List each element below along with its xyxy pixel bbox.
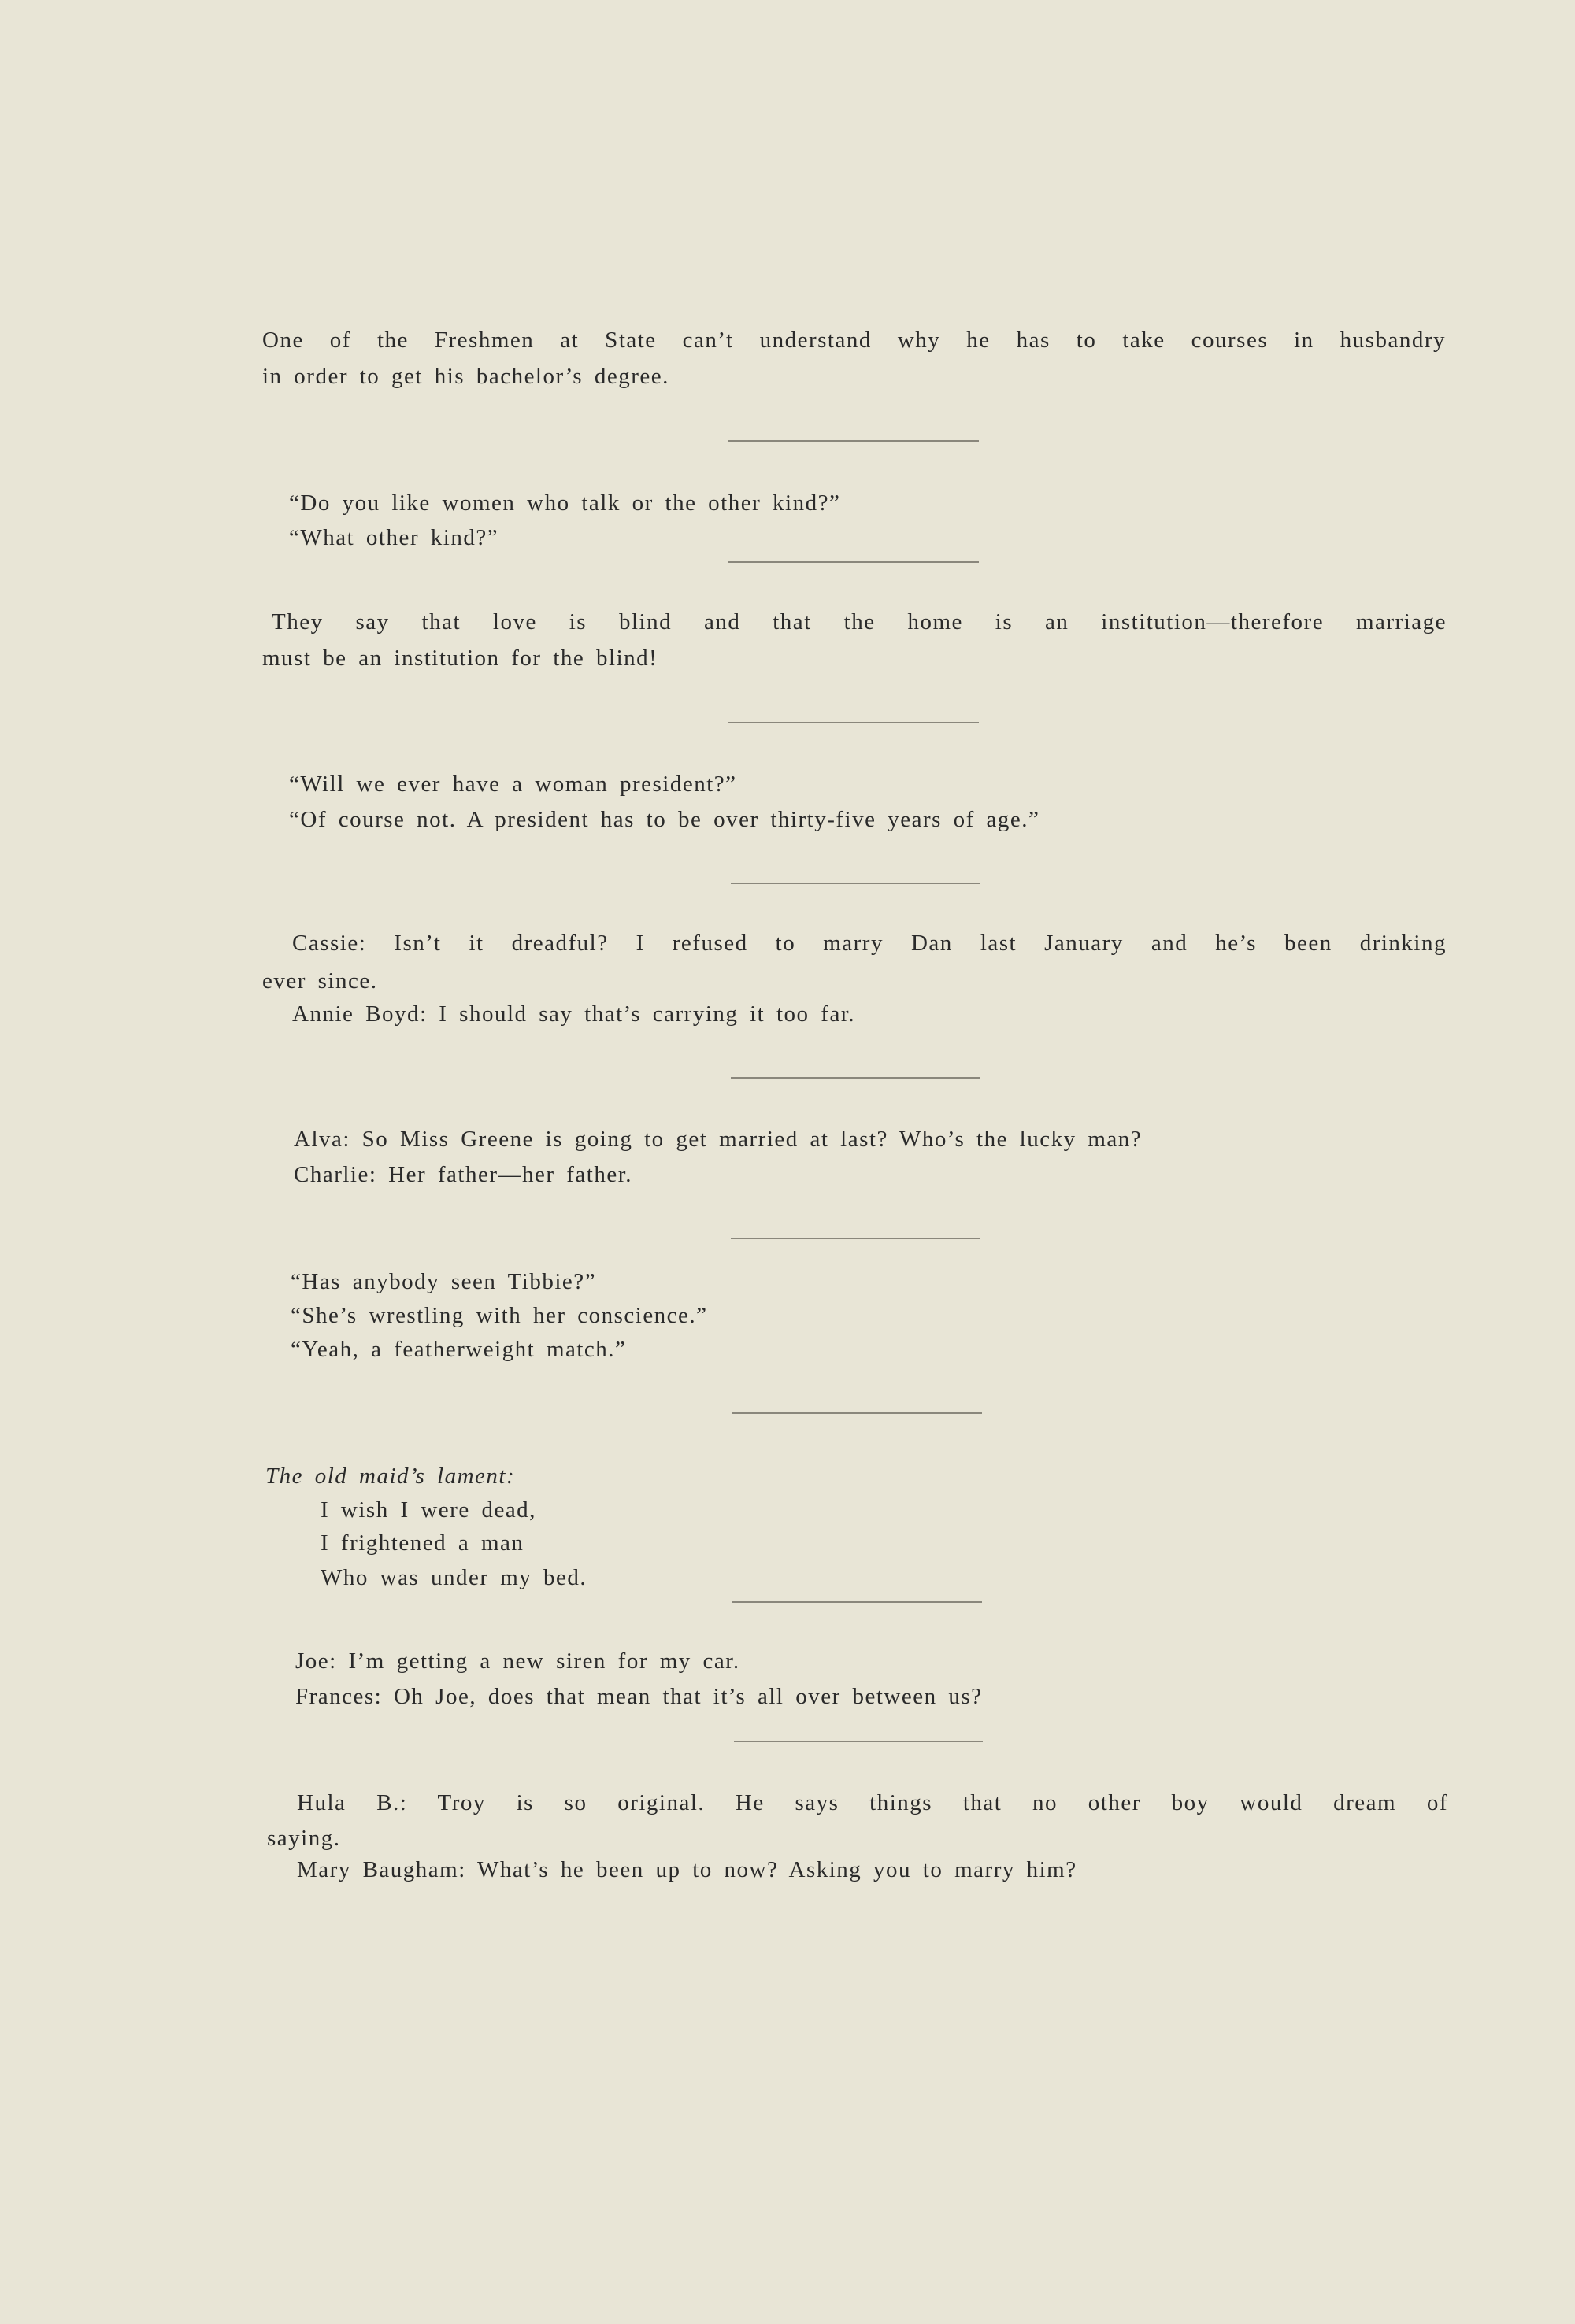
joke-7-line-2: “She’s wrestling with her conscience.” [291, 1303, 708, 1328]
joke-7-line-3: “Yeah, a featherweight match.” [291, 1337, 627, 1362]
joke-2-line-2: “What other kind?” [289, 525, 499, 550]
joke-10-line-2: saying. [267, 1826, 341, 1851]
poem-line-3: Who was under my bed. [321, 1565, 587, 1590]
joke-4-line-2: “Of course not. A president has to be over thirty-five years of age.” [289, 807, 1040, 832]
joke-5-line-1: Cassie: Isn’t it dreadful? I refused to marry Dan last January and he’s been drinking [292, 931, 1447, 956]
separator-rule [728, 440, 979, 442]
joke-7-line-1: “Has anybody seen Tibbie?” [291, 1269, 597, 1294]
joke-4-line-1: “Will we ever have a woman president?” [289, 772, 737, 797]
poem-line-2: I frightened a man [321, 1530, 524, 1556]
joke-10-line-3: Mary Baugham: What’s he been up to now? Asking you to marry him? [297, 1857, 1077, 1882]
separator-rule [734, 1741, 983, 1742]
joke-9-line-1: Joe: I’m getting a new siren for my car. [295, 1649, 740, 1674]
separator-rule [728, 561, 979, 563]
joke-3-line-2: must be an institution for the blind! [262, 646, 658, 671]
joke-6-line-1: Alva: So Miss Greene is going to get married at last? Who’s the lucky man? [294, 1127, 1143, 1152]
poem-title: The old maid’s lament: [265, 1464, 516, 1489]
separator-rule [731, 883, 980, 884]
joke-5-line-3: Annie Boyd: I should say that’s carrying it too far. [292, 1001, 856, 1027]
poem-line-1: I wish I were dead, [321, 1497, 536, 1523]
separator-rule [732, 1412, 982, 1414]
joke-1-line-2: in order to get his bachelor’s degree. [262, 364, 669, 389]
joke-3-line-1: They say that love is blind and that the home is an institution—therefore marriage [272, 609, 1447, 635]
separator-rule [732, 1601, 982, 1603]
separator-rule [731, 1238, 980, 1239]
joke-5-line-2: ever since. [262, 968, 378, 994]
joke-10-line-1: Hula B.: Troy is so original. He says things that no other boy would dream of [297, 1790, 1448, 1815]
joke-6-line-2: Charlie: Her father—her father. [294, 1162, 633, 1187]
separator-rule [728, 722, 979, 723]
joke-9-line-2: Frances: Oh Joe, does that mean that it’s all over between us? [295, 1684, 983, 1709]
joke-2-line-1: “Do you like women who talk or the other kind?” [289, 490, 841, 516]
separator-rule [731, 1077, 980, 1079]
joke-1-line-1: One of the Freshmen at State can’t understand why he has to take courses in husbandry [262, 328, 1446, 353]
